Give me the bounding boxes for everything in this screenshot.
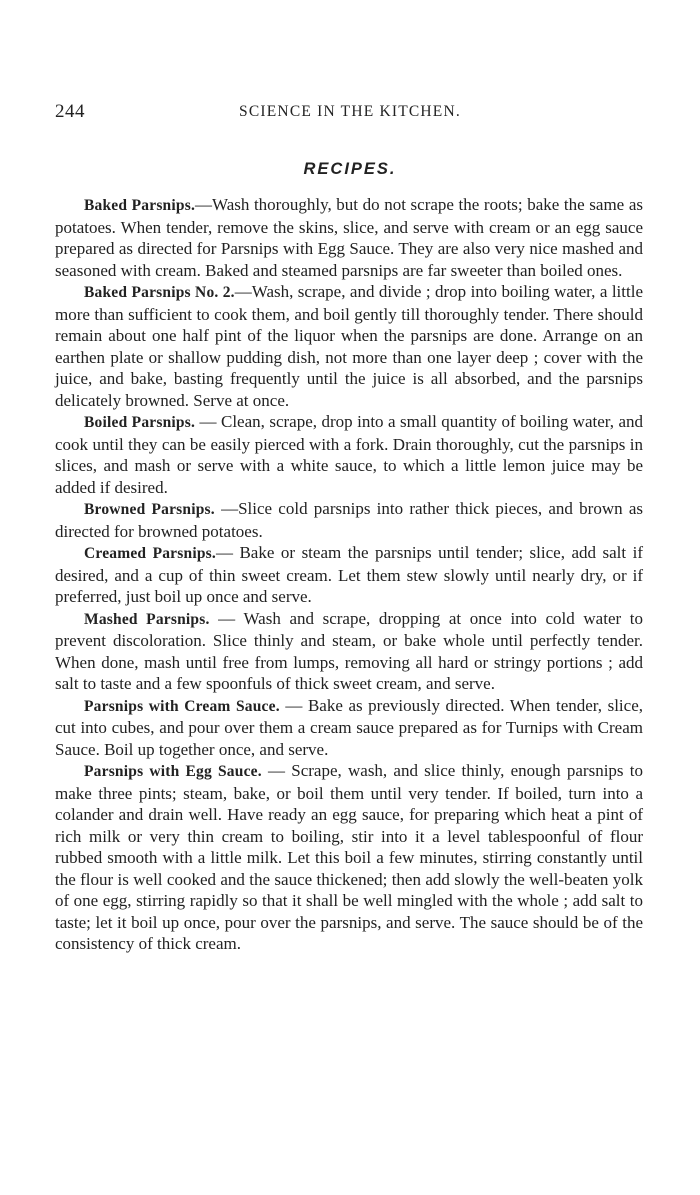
recipe-mashed-parsnips: Mashed Parsnips. — Wash and scrape, dropping at once into cold water to prevent discoloration. Slice thinly and steam, or bake whole until perfectly tender. When done, mash until free from lumps, removing all hard or stringy portions ; add salt to taste and a few spoonfuls of thick sweet cream, and serve.: [55, 608, 643, 693]
recipe-text: Slice cold parsnips into rather thick pieces, and brown as directed for browned potatoes.: [55, 499, 643, 541]
recipe-text: Wash, scrape, and divide ; drop into boiling water, a little more than sufficient to cook them, and boil gently till thoroughly tender. There should remain about one half pint of the liquor when the parsnips are done. Arrange on an earthen plate or shallow pudding dish, not more than one layer deep ; cover with the juice, and bake, basting frequently until the juice is all absorbed, and the parsnips delicately browned. Serve at once.: [55, 282, 643, 410]
recipe-creamed-parsnips: Creamed Parsnips.— Bake or steam the parsnips until tender; slice, add salt if desired, and a cup of thin sweet cream. Let them stew slowly until nearly dry, or if preferred, just boil up once and serve.: [55, 543, 644, 606]
page-number: 244: [55, 101, 85, 122]
recipe-baked-parsnips-no-2: Baked Parsnips No. 2.—Wash, scrape, and divide ; drop into boiling water, a little more than sufficient to cook them, and boil gently till thoroughly tender. There should remain about one half pint of the liquor when the parsnips are done. Arrange on an earthen plate or shallow pudding dish, not more than one layer deep ; cover with the juice, and bake, basting frequently until the juice is all absorbed, and the parsnips delicately browned. Serve at once.: [55, 282, 643, 410]
page-header: [55, 101, 645, 125]
recipe-text: Bake or steam the parsnips until tender; slice, add salt if desired, and a cup of thin sweet cream. Let them stew slowly until nearly dry, or if preferred, just boil up once and serve.: [55, 543, 644, 606]
recipe-title: Baked Parsnips.: [84, 197, 196, 214]
recipe-text: Clean, scrape, drop into a small quantity of boiling water, and cook until they can be easily pierced with a fork. Drain thoroughly, cut the parsnips in slices, and mash or serve with a white sauce, to which a little lemon juice may be added if desired.: [55, 412, 644, 497]
recipe-list: [55, 194, 643, 955]
recipe-baked-parsnips: Baked Parsnips.—Wash thoroughly, but do not scrape the roots; bake the same as potatoes. When tender, remove the skins, slice, and serve with cream or an egg sauce prepared as directed for Parsnips with Egg Sauce. They are also very nice mashed and seasoned with cream. Baked and steamed parsnips are far sweeter than boiled ones.: [55, 195, 643, 280]
recipe-text: Bake as previously directed. When tender, slice, cut into cubes, and pour over them a cream sauce prepared as for Turnips with Cream Sauce. Boil up together once, and serve.: [55, 695, 643, 759]
recipe-title: Parsnips with Cream Sauce.: [84, 697, 280, 715]
recipe-text: Scrape, wash, and slice thinly, enough parsnips to make three pints; steam, bake, or boil them until very tender. If boiled, turn into a colander and drain well. Have ready an egg sauce, for preparing which heat a pint of rich milk or very thin cream to boiling, stir into it a level tablespoonful of flour rubbed smooth with a little milk. Let this boil a few minutes, stirring constantly until the flour is well cooked and the sauce thickened; then add slowly the well-beaten yolk of one egg, stirring rapidly so that it shall be well mingled with the whole ; add salt to taste; let it boil up once, pour over the parsnips, and serve. The sauce should be of the consistency of thick cream.: [55, 761, 643, 953]
recipe-parsnips-with-egg-sauce: Parsnips with Egg Sauce. — Scrape, wash, and slice thinly, enough parsnips to make three pints; steam, bake, or boil them until very tender. If boiled, turn into a colander and drain well. Have ready an egg sauce, for preparing which heat a pint of rich milk or very thin cream to boiling, stir into it a level tablespoonful of flour rubbed smooth with a little milk. Let this boil a few minutes, stirring constantly until the flour is well cooked and the sauce thickened; then add slowly the well-beaten yolk of one egg, stirring rapidly so that it shall be well mingled with the whole ; add salt to taste; let it boil up once, pour over the parsnips, and serve. The sauce should be of the consistency of thick cream.: [55, 761, 643, 953]
recipe-browned-parsnips: Browned Parsnips. —Slice cold parsnips into rather thick pieces, and brown as directed for browned potatoes.: [55, 499, 643, 541]
recipe-title: Creamed Parsnips.: [84, 545, 216, 562]
recipe-parsnips-with-cream-sauce: Parsnips with Cream Sauce. — Bake as previously directed. When tender, slice, cut into cubes, and pour over them a cream sauce prepared as for Turnips with Cream Sauce. Boil up together once, and serve.: [55, 695, 643, 759]
recipe-title: Baked Parsnips No. 2.: [84, 284, 235, 301]
recipe-title: Mashed Parsnips.: [84, 610, 210, 628]
recipe-title: Boiled Parsnips.: [84, 414, 196, 431]
recipe-title: Browned Parsnips.: [84, 501, 215, 518]
running-head: SCIENCE IN THE KITCHEN.: [239, 103, 461, 120]
recipe-title: Parsnips with Egg Sauce.: [84, 763, 262, 780]
recipe-text: Wash and scrape, dropping at once into cold water to prevent discoloration. Slice thinly and steam, or bake whole until perfectly tender. When done, mash until free from lumps, removing all hard or stringy portions ; add salt to taste and a few spoonfuls of thick sweet cream, and serve.: [55, 608, 643, 693]
recipe-text: Wash thoroughly, but do not scrape the roots; bake the same as potatoes. When tender, remove the skins, slice, and serve with cream or an egg sauce prepared as directed for Parsnips with Egg Sauce. They are also very nice mashed and seasoned with cream. Baked and steamed parsnips are far sweeter than boiled ones.: [55, 195, 643, 280]
recipe-boiled-parsnips: Boiled Parsnips. — Clean, scrape, drop into a small quantity of boiling water, and cook until they can be easily pierced with a fork. Drain thoroughly, cut the parsnips in slices, and mash or serve with a white sauce, to which a little lemon juice may be added if desired.: [55, 412, 644, 497]
section-title: RECIPES.: [303, 160, 397, 178]
